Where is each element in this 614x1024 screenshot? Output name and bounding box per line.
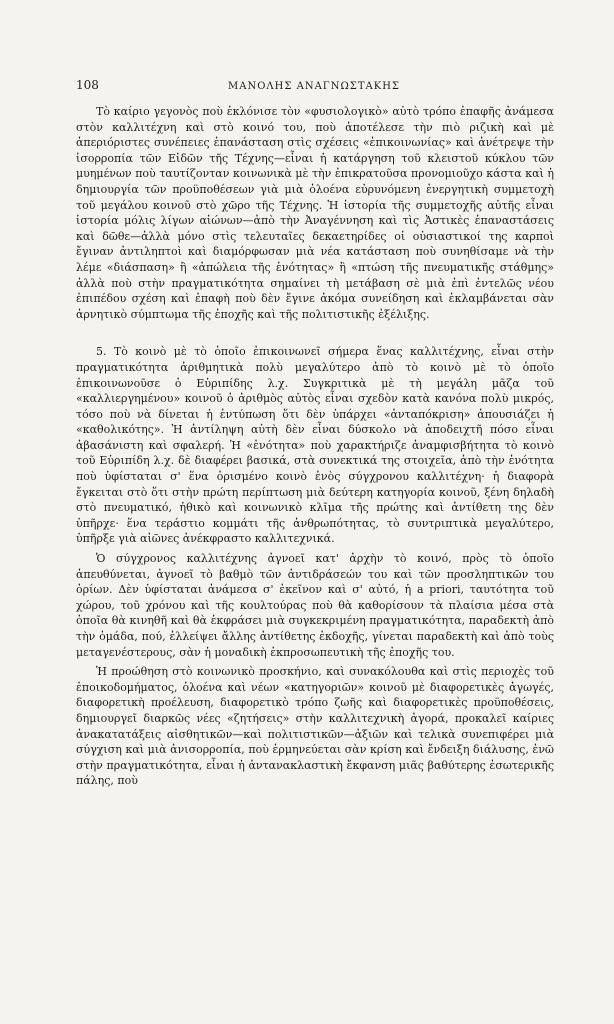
paragraph: Ἡ προώθηση στὸ κοινωνικὸ προσκήνιο, καὶ συνακόλουθα καὶ στὶς περιοχὲς τοῦ ἐποικοδομήματος, ὁλοένα καὶ νέων «κατηγοριῶν» κοινοῦ μὲ διαφορετικὲς ἀγωγές, διαφορετικὴ προέλευση, διαφορετικὸ τρόπο ζωῆς καὶ διαφορετικὲς προϋποθέσεις, δημιουργεῖ διαρκῶς νέες «ζητήσεις» στὴν καλλιτεχνικὴ ἀγορά, προκαλεῖ καίριες ἀνακατατάξεις αἰσθητικῶν—καὶ πολιτιστικῶν—ἀξιῶν καὶ τελικὰ συνεπιφέρει μιὰ σύγχιση καὶ μιὰ ἀνισορροπία, ποὺ ἑρμηνεύεται σὰν κρίση καὶ ἔνδειξη διάλυσης, ἐνῶ στὴν πραγματικότητα, εἶναι ἡ ἀντανακλαστικὴ ἔκφανση μιᾶς βαθύτερης ἐσωτερικῆς πάλης, ποὺ xyxy=(76,665,554,788)
page-header xyxy=(76,78,552,92)
paragraph: Τὸ καίριο γεγονὸς ποὺ ἐκλόνισε τὸν «φυσιολογικὸ» αὐτὸ τρόπο ἐπαφῆς ἀνάμεσα στὸν καλλιτέχνη καὶ στὸ κοινό του, ποὺ ἀποτέλεσε τὴν πιὸ ριζικὴ καὶ μὲ ἀπεριόριστες συνέπειες ἐπανάσταση στὶς σχέσεις «ἐπικοινωνίας» καὶ ἀνέτρεψε τὴν ἰσορροπία τῶν Εἰδῶν τῆς Τέχνης—εἶναι ἡ κατάργηση τοῦ κλειστοῦ κύκλου τῶν μυημένων ποὺ ταυτίζονταν κοινωνικὰ μὲ τὴν ἐπικρατοῦσα προνομιοῦχο κάστα καὶ ἡ δημιουργία τῶν προϋποθέσεων γιὰ μιὰ ὁλοένα εὐρυνόμενη ἐνεργητικὴ συμμετοχὴ τοῦ μεγάλου κοινοῦ στὸ χῶρο τῆς Τέχνης. Ἡ ἱστορία τῆς συμμετοχῆς αὐτῆς εἶναι ἱστορία μόλις λίγων αἰώνων—ἀπὸ τὴν Ἀναγέννηση καὶ τὶς Ἀστικὲς ἐπαναστάσεις καὶ δῶθε—ἀλλὰ μόνο στὶς τελευταῖες δεκαετηρίδες οἱ οὐσιαστικοί της καρποὶ ἔγιναν ἀντιληπτοὶ καὶ διαμόρφωσαν μιὰ νέα κατάσταση ποὺ συνηθίσαμε νὰ τὴν λέμε «διάσπαση» ἢ «ἀπώλεια τῆς ἑνότητας» ἢ «πτώση τῆς πνευματικῆς στάθμης» ἀλλὰ ποὺ στὴν πραγματικότητα σημαίνει τὴ μετάβαση σὲ μιὰ ἐπὶ ἐντελῶς νέου ἐπιπέδου σχέση καὶ ἐπαφὴ ποὺ δὲν ἔγινε ἀκόμα συνείδηση καὶ ἐκλαμβάνεται σὰν ἀρνητικὸ σύμπτωμα τῆς ἐποχῆς καὶ τῆς πολιτιστικῆς ἐξέλιξης. xyxy=(76,105,554,321)
page-number: 108 xyxy=(76,78,99,92)
paragraph: 5. Τὸ κοινὸ μὲ τὸ ὁποῖο ἐπικοινωνεῖ σήμερα ἕνας καλλιτέχνης, εἶναι στὴν πραγματικότητα ἀριθμητικὰ πολὺ μεγαλύτερο ἀπὸ τὸ κοινὸ μὲ τὸ ὁποῖο ἐπικοινωνοῦσε ὁ Εὐριπίδης λ.χ. Συγκριτικὰ μὲ τὴ μεγάλη μᾶζα τοῦ «καλλιεργημένου» κοινοῦ ὁ ἀριθμὸς αὐτὸς εἶναι σχεδὸν κατὰ κανόνα πολὺ μικρός, τόσο ποὺ νὰ δίνεται ἡ ἐντύπωση ὅτι δὲν ὑπάρχει «ἀνταπόκριση» ἀπουσιάζει ἡ «καθολικότης». Ἡ ἀντίληψη αὐτὴ δὲν εἶναι δύσκολο νὰ ἀποδειχτῆ πόσο εἶναι ἀβασάνιστη καὶ σφαλερή. Ἡ «ἑνότητα» ποὺ χαρακτήριζε ἀναμφισβήτητα τὸ κοινὸ τοῦ Εὐριπίδη λ.χ. δὲ διαφέρει βασικά, στὰ συνεκτικά της στοιχεῖα, ἀπὸ τὴν ἑνότητα ποὺ ὑφίσταται σ' ἕνα ὁρισμένο κοινὸ ἑνὸς σύγχρονου καλλιτέχνη· ἡ διαφορὰ ἔγκειται στὸ ὅτι στὴν πρώτη περίπτωση μιὰ δεύτερη κατηγορία κοινοῦ, ξένη δηλαδὴ στὸ πνευματικό, ἠθικὸ καὶ κοινωνικὸ κλῖμα τῆς πρώτης καὶ ἀντίθετη της δὲν ὑπῆρχε· ἕνα τεράστιο κομμάτι τῆς ἀνθρωπότητας, τὸ συντριπτικὰ μεγαλύτερο, ὑπῆρξε γιὰ αἰῶνες ἀνέκφραστο καλλιτεχνικά. xyxy=(76,345,554,546)
paragraph: Ὁ σύγχρονος καλλιτέχνης ἀγνοεῖ κατ' ἀρχὴν τὸ κοινό, πρὸς τὸ ὁποῖο ἀπευθύνεται, ἀγνοεῖ τὸ βαθμὸ τῶν ἀντιδράσεών του καὶ τῶν προσληπτικῶν του ὁρίων. Δὲν ὑφίσταται ἀνάμεσα σ' ἐκεῖνον καὶ σ' αὐτό, ἡ a priori, ταυτότητα τοῦ χώρου, τοῦ χρόνου καὶ τῆς κουλτούρας ποὺ θὰ καθορίσουν τὰ πλαίσια μέσα στὰ ὁποῖα θὰ κινηθῆ καὶ θὰ ἐκφράσει μιὰ συγκεκριμένη πραγματικότητα, παραδεκτὴ ἀπὸ τὴν ὁμάδα, πού, ἐλλείψει ἄλλης ἀντίθετης ἐκδοχῆς, γίνεται παραδεκτὴ καὶ ἀπὸ τοὺς μεταγενέστερους, σὰν ἡ μοναδικὴ ἐκπροσωπευτικὴ τῆς ἐποχῆς του. xyxy=(76,552,554,659)
body-text xyxy=(76,104,554,789)
running-head: ΜΑΝΟΛΗΣ ΑΝΑΓΝΩΣΤΑΚΗΣ xyxy=(228,81,400,92)
